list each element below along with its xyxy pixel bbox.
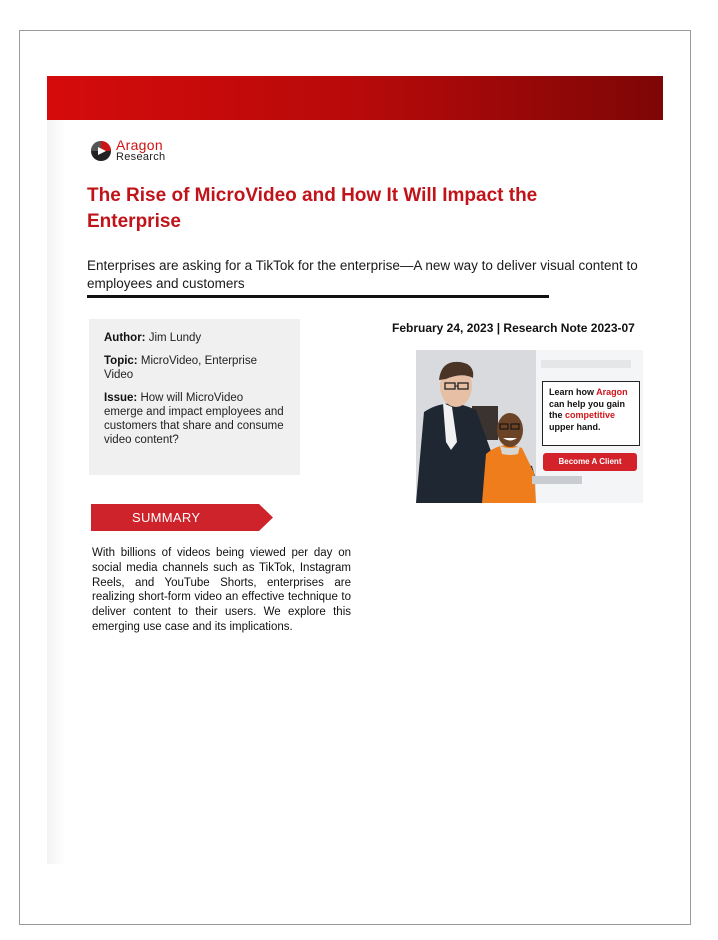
subtitle-divider	[87, 295, 549, 298]
promo-line-1	[549, 387, 633, 399]
header-banner	[47, 76, 663, 120]
author-value: Jim Lundy	[148, 332, 202, 344]
promo-line-3-text: the	[549, 410, 566, 420]
topic-label: Topic:	[104, 355, 138, 367]
issue-value: How will MicroVideo emerge and impact employees and customers that share and consume video content?	[104, 392, 284, 446]
publication-dateline: February 24, 2023 | Research Note 2023-07	[392, 321, 635, 335]
promo-line-2: can help you gain	[549, 398, 626, 409]
promo-message-card	[542, 381, 640, 446]
promo-highlight-word: competitive	[565, 410, 616, 420]
document-subtitle: Enterprises are asking for a TikTok for the enterprise—A new way to deliver visual content to employees and customers	[87, 258, 638, 291]
logo-name: Aragon	[116, 137, 163, 153]
aragon-logo	[89, 137, 165, 165]
author-line	[104, 331, 285, 345]
topic-line	[104, 354, 285, 382]
document-title: The Rise of MicroVideo and How It Will Impact the Enterprise	[87, 185, 538, 232]
summary-paragraph: With billions of videos being viewed per day on social media channels such as TikTok, Instagram Reels, and YouTube Shorts, enterprises are realizing short-form video an effective technique to deliver content to their users. We explore this emerging use case and its implications.	[92, 547, 351, 633]
logo-subname: Research	[116, 151, 166, 163]
aragon-logo-icon	[89, 139, 113, 163]
promo-brand-name: Aragon	[596, 387, 628, 397]
issue-line	[104, 391, 285, 447]
become-a-client-button[interactable]: Become A Client	[543, 453, 637, 471]
page-edge-shadow	[47, 120, 65, 864]
author-label: Author:	[104, 332, 146, 344]
topic-value: MicroVideo, Enterprise Video	[104, 355, 257, 381]
summary-heading-tab	[91, 504, 273, 531]
promo-line-4: upper hand.	[549, 421, 601, 432]
promo-line-3	[549, 410, 633, 422]
issue-label: Issue:	[104, 392, 138, 404]
summary-heading-label: SUMMARY	[132, 510, 201, 525]
promo-line-1-text: Learn how	[549, 387, 597, 397]
metadata-box	[89, 319, 300, 475]
